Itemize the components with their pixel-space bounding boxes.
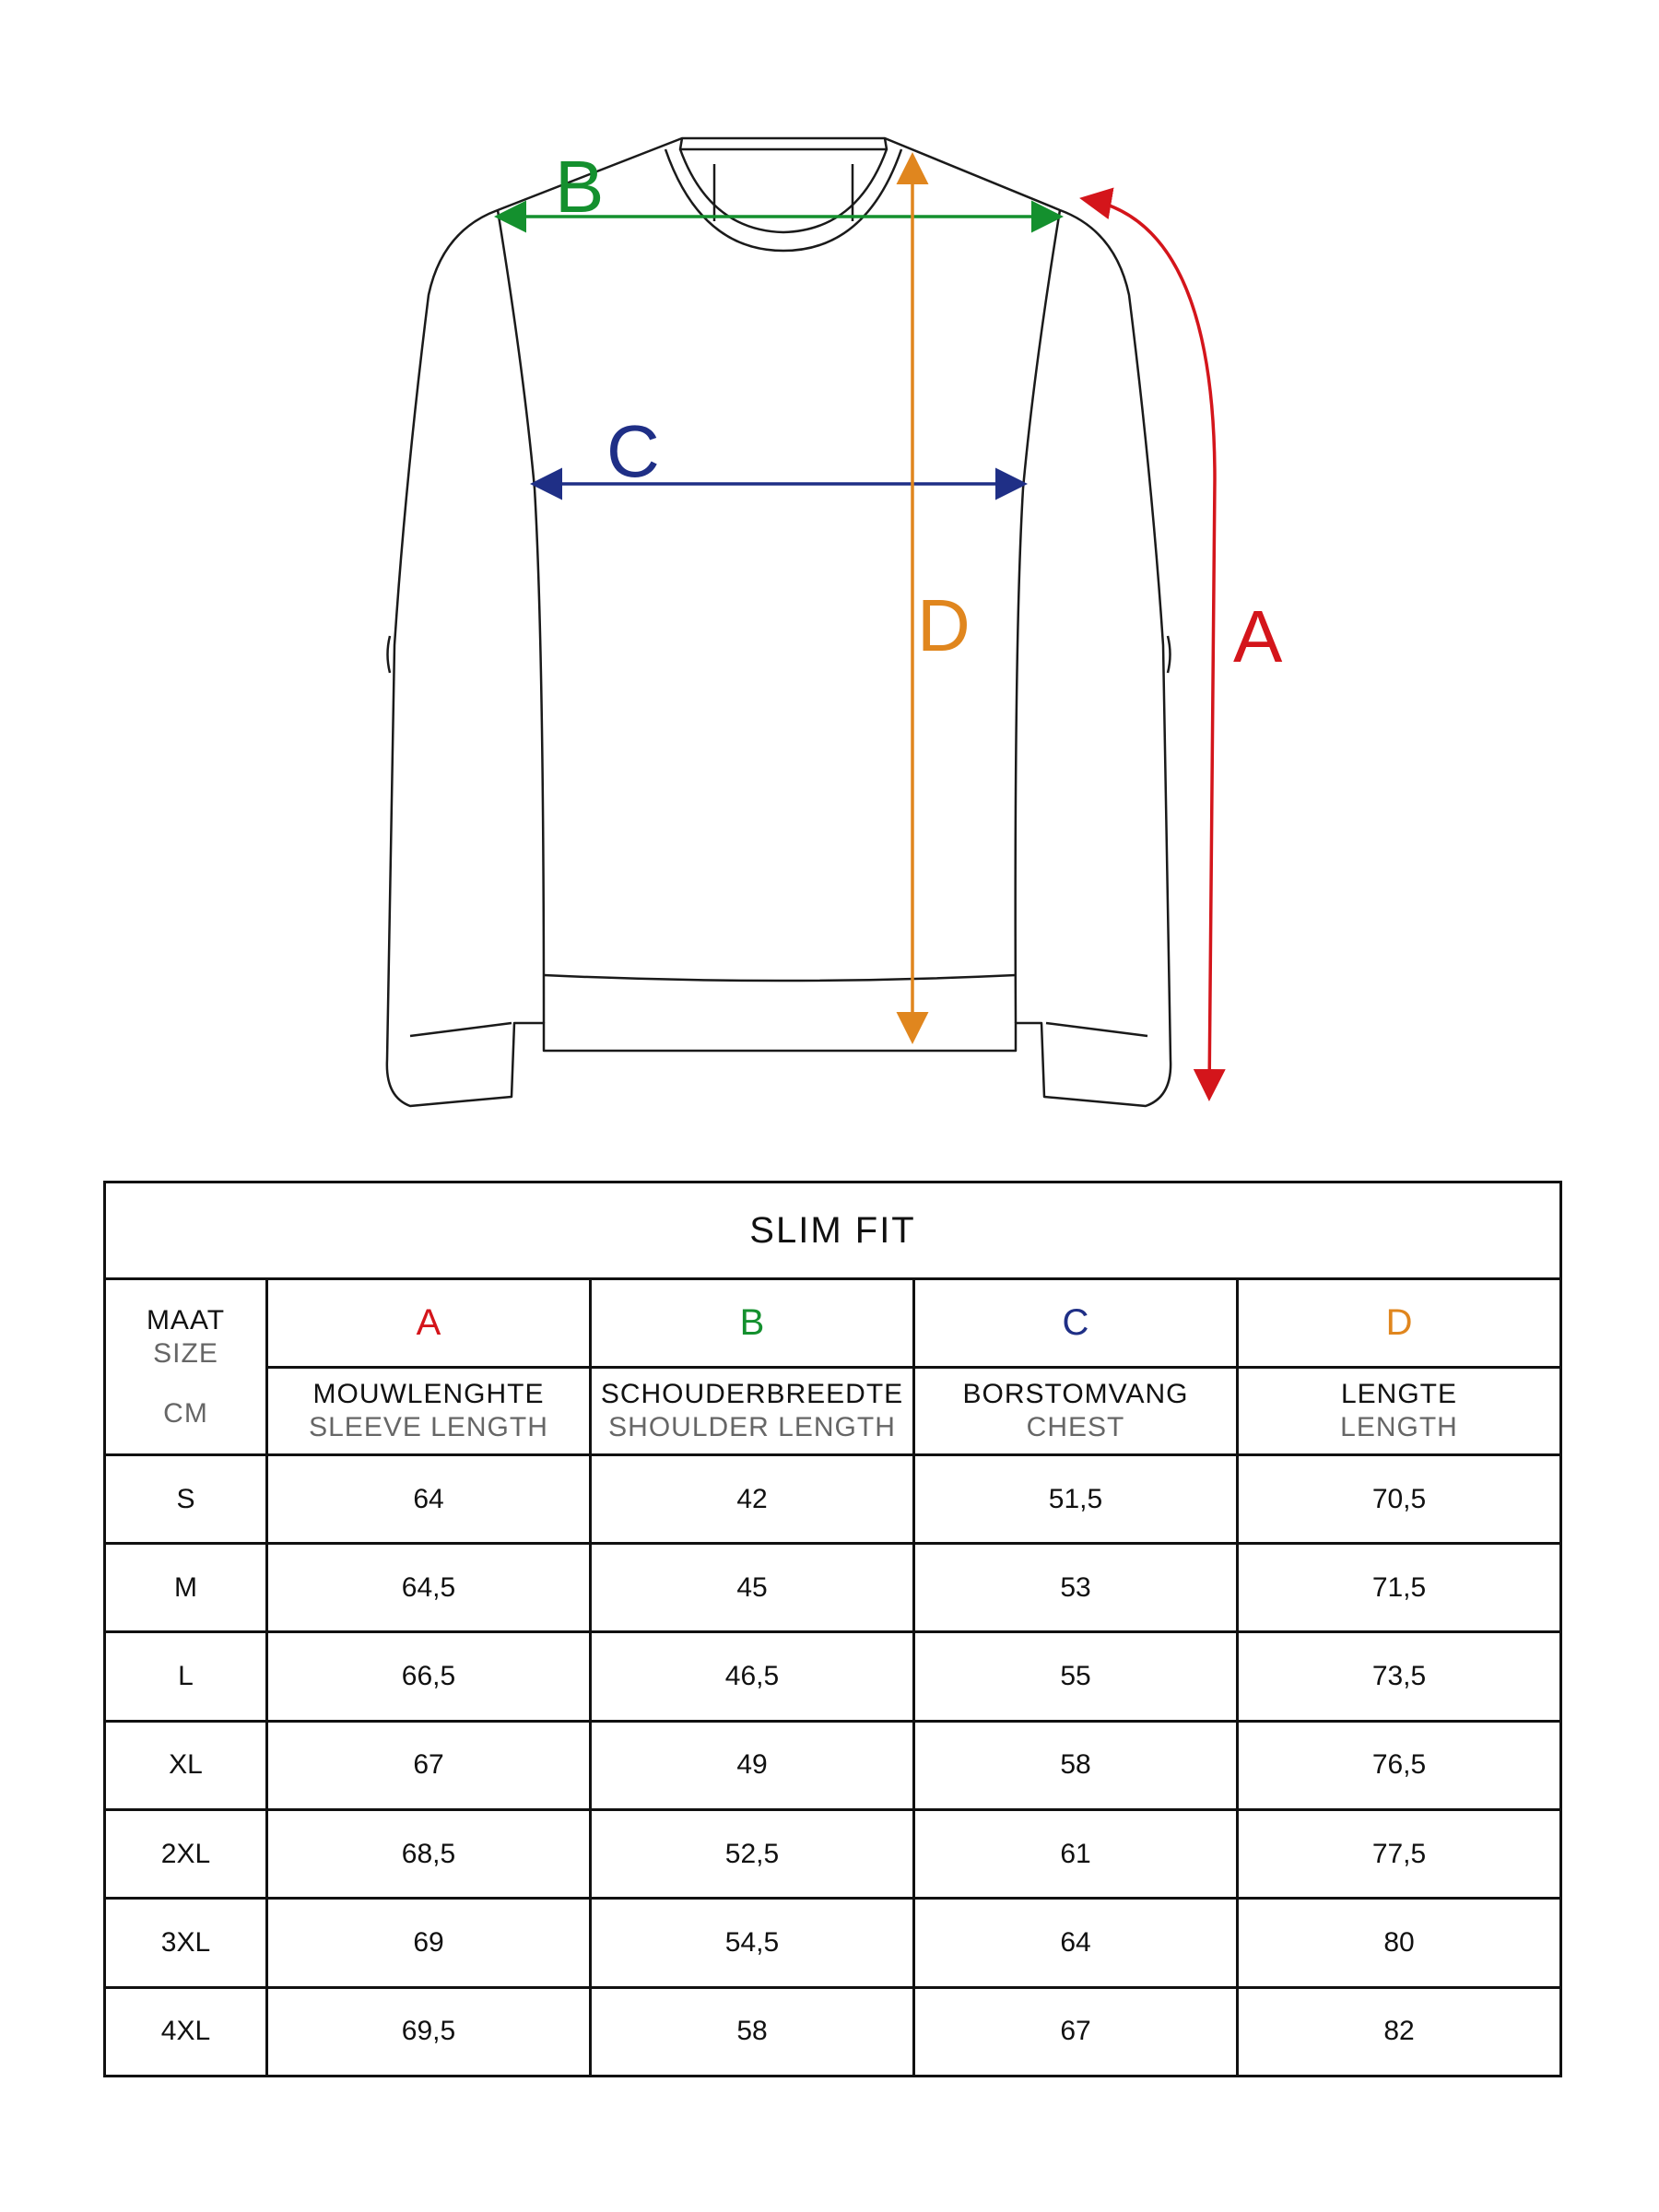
column-header-shoulder (591, 1367, 914, 1454)
value-cell: 46,5 (591, 1632, 914, 1721)
measure-b-label: B (555, 146, 605, 228)
column-name-en: LENGTH (1340, 1411, 1458, 1442)
value-cell: 64 (267, 1454, 591, 1543)
table-row (105, 1721, 1561, 1809)
value-cell: 54,5 (591, 1899, 914, 1987)
table-row (105, 1632, 1561, 1721)
size-cell: L (105, 1632, 267, 1721)
value-cell: 66,5 (267, 1632, 591, 1721)
column-letter-c: C (914, 1279, 1238, 1367)
value-cell: 55 (914, 1632, 1238, 1721)
size-cell: M (105, 1544, 267, 1632)
column-name-nl: LENGTE (1340, 1378, 1458, 1409)
column-name-nl: BORSTOMVANG (962, 1378, 1189, 1409)
value-cell: 64,5 (267, 1544, 591, 1632)
value-cell: 73,5 (1238, 1632, 1561, 1721)
table-row (105, 1454, 1561, 1543)
measure-c-label: C (606, 410, 660, 492)
size-header-en: SIZE (153, 1338, 218, 1370)
size-cell: 3XL (105, 1899, 267, 1987)
value-cell: 58 (914, 1721, 1238, 1809)
table-row (105, 1899, 1561, 1987)
value-cell: 53 (914, 1544, 1238, 1632)
column-header-sleeve (267, 1367, 591, 1454)
value-cell: 42 (591, 1454, 914, 1543)
value-cell: 80 (1238, 1899, 1561, 1987)
value-cell: 67 (914, 1987, 1238, 2076)
column-name-nl: SCHOUDERBREEDTE (600, 1378, 904, 1409)
column-letter-a: A (267, 1279, 591, 1367)
value-cell: 71,5 (1238, 1544, 1561, 1632)
column-name-en: SLEEVE LENGTH (309, 1411, 548, 1442)
table-row (105, 1810, 1561, 1899)
column-letter-d: D (1238, 1279, 1561, 1367)
measure-a-arrow (1086, 199, 1215, 1095)
size-cell: XL (105, 1721, 267, 1809)
size-cell: 4XL (105, 1987, 267, 2076)
column-header-length (1238, 1367, 1561, 1454)
value-cell: 52,5 (591, 1810, 914, 1899)
value-cell: 49 (591, 1721, 914, 1809)
value-cell: 82 (1238, 1987, 1561, 2076)
column-header-chest (914, 1367, 1238, 1454)
size-header-nl: MAAT (146, 1305, 226, 1336)
column-name-en: CHEST (1026, 1411, 1125, 1442)
size-cell: S (105, 1454, 267, 1543)
table-row (105, 1987, 1561, 2076)
value-cell: 64 (914, 1899, 1238, 1987)
chart-title: SLIM FIT (105, 1182, 1561, 1279)
value-cell: 67 (267, 1721, 591, 1809)
column-name-nl: MOUWLENGHTE (312, 1378, 545, 1409)
table-row (105, 1544, 1561, 1632)
sweater-outline (387, 138, 1171, 1106)
measure-d-label: D (917, 584, 971, 666)
value-cell: 69 (267, 1899, 591, 1987)
column-name-en: SHOULDER LENGTH (608, 1411, 896, 1442)
size-column-header (105, 1279, 267, 1455)
measure-a-label: A (1233, 595, 1283, 677)
value-cell: 51,5 (914, 1454, 1238, 1543)
value-cell: 68,5 (267, 1810, 591, 1899)
value-cell: 45 (591, 1544, 914, 1632)
value-cell: 70,5 (1238, 1454, 1561, 1543)
size-cell: 2XL (105, 1810, 267, 1899)
column-letter-b: B (591, 1279, 914, 1367)
value-cell: 61 (914, 1810, 1238, 1899)
value-cell: 76,5 (1238, 1721, 1561, 1809)
value-cell: 77,5 (1238, 1810, 1561, 1899)
size-chart-table (103, 1181, 1562, 2077)
value-cell: 69,5 (267, 1987, 591, 2076)
unit-label: CM (163, 1398, 208, 1430)
value-cell: 58 (591, 1987, 914, 2076)
